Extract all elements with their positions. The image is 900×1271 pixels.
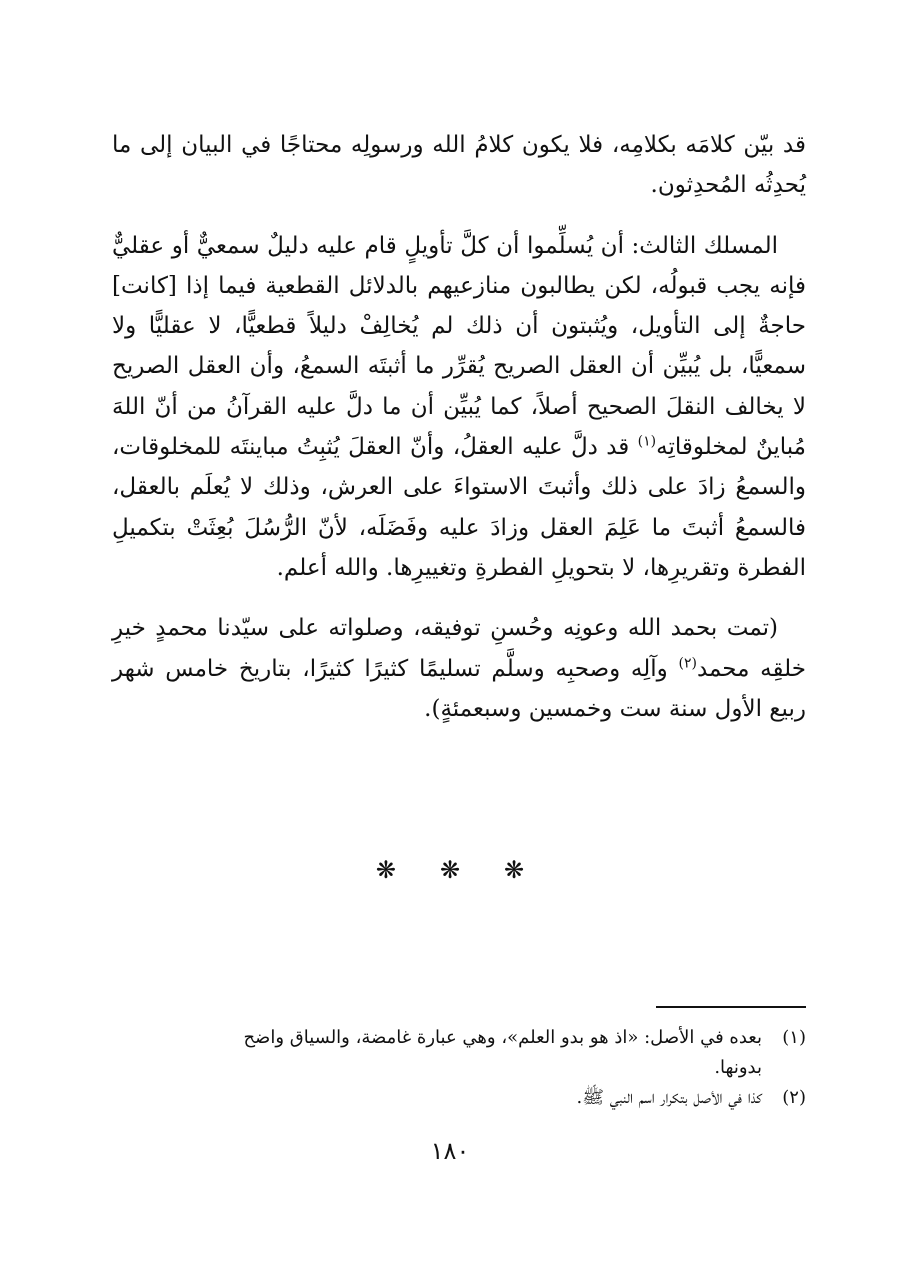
footnote-1-continuation [112, 1053, 806, 1083]
star-ornament-icon: ❋ [504, 856, 525, 884]
footnote-2 [112, 1083, 806, 1113]
paragraph-2 [112, 226, 806, 589]
footnote-ref-1[interactable]: (١) [637, 433, 657, 450]
footnote-number: (١) [782, 1027, 806, 1048]
page-number: ١٨٠ [430, 1137, 470, 1165]
footnote-1 [112, 1023, 806, 1053]
footnote-separator [656, 1006, 806, 1008]
footnote-ref-2[interactable]: (٢) [678, 654, 697, 671]
paragraph-2-text: المسلك الثالث: أن يُسلِّموا أن كلَّ تأويلٍ قام عليه دليلٌ سمعيٌّ أو عقليٌّ فإنه يجب قبولُه، لكن يطالبون منازعيهم بالدلائل القطعية فيما إذا [كانت] حاجةٌ إلى التأويل، ويُثبتون أن ذلك لم يُخالِفْ دليلاً قطعيًّا، لا عقليًّا ولا سمعيًّا، بل يُبيِّن أن العقل الصريح يُقرِّر ما أثبتَه السمعُ، وأن العقل الصريح لا يخالف النقلَ الصحيح أصلاً، كما يُبيِّن أن ما دلَّ عليه القرآنُ من أنّ اللهَ مُباينٌ لمخلوقاتِه [112, 232, 807, 461]
star-ornament-icon: ❋ [439, 856, 461, 884]
footnotes [112, 1023, 806, 1113]
paragraph-3 [112, 608, 806, 729]
section-divider [0, 855, 900, 885]
footnote-text: بعده في الأصل: «اذ هو بدو العلم»، وهي عبارة غامضة، والسياق واضح [243, 1027, 762, 1048]
paragraph-3-continuation: وآلِه وصحبِه وسلَّم تسليمًا كثيرًا كثيرًا، بتاريخ خامس شهر ربيع الأول سنة ست وخمسين وسبعمئةٍ). [112, 655, 806, 722]
paragraph-1 [112, 125, 806, 206]
footnote-text-continuation: بدونها. [714, 1057, 762, 1078]
paragraph-3-text: (تمت بحمد الله وعونِه وحُسنِ توفيقه، وصلواته على سيّدنا محمدٍ خيرِ خلقِه محمد [112, 615, 806, 682]
paragraph-2-continuation: قد دلَّ عليه العقلُ، وأنّ العقلَ يُثبِتُ مباينتَه للمخلوقات، والسمعُ زادَ على ذلك وأثبتَ الاستواءَ على العرش، وذلك لا يُعلَم بالعقل، فالسمعُ أثبتَ ما عَلِمَ العقل وزادَ عليه وفَضَلَه، لأنّ الرُّسُلَ بُعِثَتْ بتكميلِ الفطرة وتقريرِها، لا بتحويلِ الفطرةِ وتغييرِها. والله أعلم. [112, 434, 806, 581]
footnote-text: كذا في الأصل بتكرار اسم النبي ﷺ. [576, 1087, 762, 1108]
star-ornament-icon: ❋ [375, 856, 396, 884]
main-text [112, 125, 806, 729]
footnote-number: (٢) [782, 1087, 806, 1108]
paragraph-1-text: قد بيّن كلامَه بكلامِه، فلا يكون كلامُ الله ورسولِه محتاجًا في البيان إلى ما يُحدِثُه المُحدِثون. [112, 132, 806, 199]
